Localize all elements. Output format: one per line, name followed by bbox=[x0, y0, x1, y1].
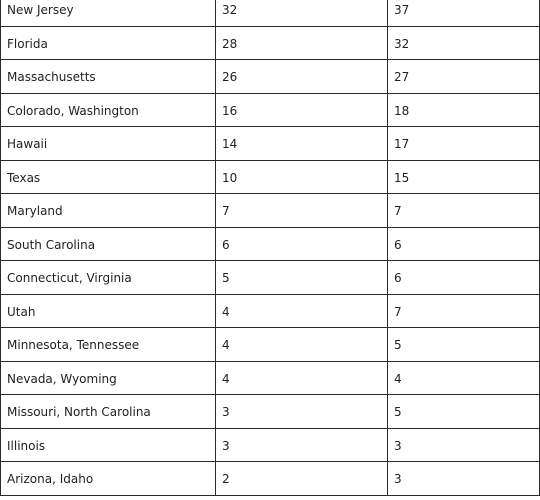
value-cell-1: 3 bbox=[216, 428, 388, 462]
value-cell-2: 27 bbox=[388, 60, 540, 94]
table-row bbox=[1, 261, 540, 295]
value-cell-2: 7 bbox=[388, 294, 540, 328]
state-cell: Hawaii bbox=[1, 127, 216, 161]
state-cell: Minnesota, Tennessee bbox=[1, 328, 216, 362]
state-cell: New Jersey bbox=[1, 0, 216, 26]
value-cell-1: 5 bbox=[216, 261, 388, 295]
table-row bbox=[1, 194, 540, 228]
state-cell: Texas bbox=[1, 160, 216, 194]
value-cell-2: 6 bbox=[388, 261, 540, 295]
table-row bbox=[1, 462, 540, 496]
value-cell-2: 3 bbox=[388, 428, 540, 462]
value-cell-2: 18 bbox=[388, 93, 540, 127]
value-cell-2: 6 bbox=[388, 227, 540, 261]
value-cell-2: 32 bbox=[388, 26, 540, 60]
value-cell-1: 2 bbox=[216, 462, 388, 496]
table-row bbox=[1, 160, 540, 194]
table-row bbox=[1, 127, 540, 161]
table-row bbox=[1, 60, 540, 94]
state-cell: Utah bbox=[1, 294, 216, 328]
value-cell-1: 4 bbox=[216, 294, 388, 328]
value-cell-2: 15 bbox=[388, 160, 540, 194]
value-cell-1: 32 bbox=[216, 0, 388, 26]
table-row bbox=[1, 227, 540, 261]
value-cell-1: 6 bbox=[216, 227, 388, 261]
table-row bbox=[1, 294, 540, 328]
value-cell-2: 4 bbox=[388, 361, 540, 395]
table-row bbox=[1, 0, 540, 26]
state-cell: Arizona, Idaho bbox=[1, 462, 216, 496]
table-body bbox=[1, 0, 540, 495]
value-cell-1: 4 bbox=[216, 328, 388, 362]
value-cell-1: 16 bbox=[216, 93, 388, 127]
state-cell: Maryland bbox=[1, 194, 216, 228]
value-cell-1: 28 bbox=[216, 26, 388, 60]
state-cell: Nevada, Wyoming bbox=[1, 361, 216, 395]
value-cell-1: 4 bbox=[216, 361, 388, 395]
value-cell-2: 37 bbox=[388, 0, 540, 26]
state-cell: Florida bbox=[1, 26, 216, 60]
value-cell-1: 14 bbox=[216, 127, 388, 161]
value-cell-2: 17 bbox=[388, 127, 540, 161]
state-cell: Colorado, Washington bbox=[1, 93, 216, 127]
table-row bbox=[1, 361, 540, 395]
state-cell: Missouri, North Carolina bbox=[1, 395, 216, 429]
value-cell-2: 3 bbox=[388, 462, 540, 496]
value-cell-2: 5 bbox=[388, 328, 540, 362]
state-cell: Illinois bbox=[1, 428, 216, 462]
state-cell: Connecticut, Virginia bbox=[1, 261, 216, 295]
table-row bbox=[1, 26, 540, 60]
table-row bbox=[1, 395, 540, 429]
table-row bbox=[1, 93, 540, 127]
value-cell-2: 5 bbox=[388, 395, 540, 429]
value-cell-1: 26 bbox=[216, 60, 388, 94]
value-cell-1: 7 bbox=[216, 194, 388, 228]
state-cell: Massachusetts bbox=[1, 60, 216, 94]
value-cell-2: 7 bbox=[388, 194, 540, 228]
table-row bbox=[1, 428, 540, 462]
state-cell: South Carolina bbox=[1, 227, 216, 261]
value-cell-1: 3 bbox=[216, 395, 388, 429]
value-cell-1: 10 bbox=[216, 160, 388, 194]
table-row bbox=[1, 328, 540, 362]
